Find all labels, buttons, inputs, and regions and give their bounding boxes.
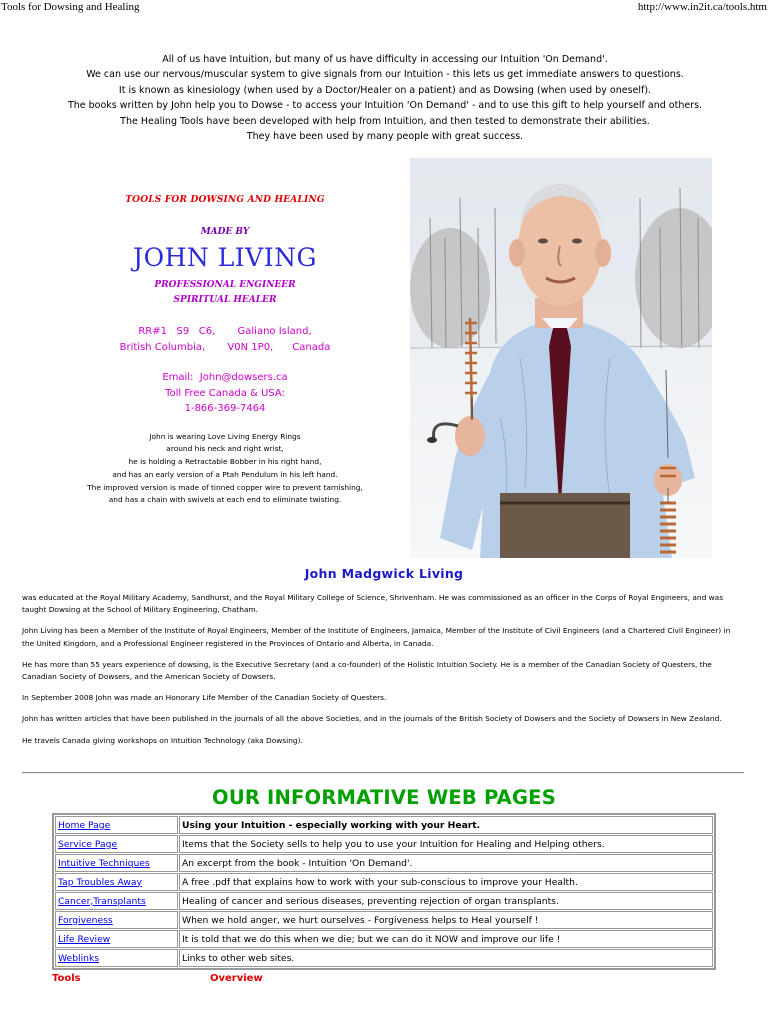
intro-line: All of us have Intuition, but many of us have difficulty in accessing our Intuition 'On Demand'. — [162, 54, 608, 65]
author-photo-illustration — [410, 158, 712, 558]
author-name: JOHN LIVING — [133, 243, 317, 272]
page-description: Using your Intuition - especially working with your Heart. — [179, 816, 713, 834]
bio-paragraph: John Living has been a Member of the Institute of Royal Engineers, Member of the Institute of Engineers, Jamaica, Member of the Institute of Civil Engineers (and a Chartered Civil Engineer) in the United Kingdom, and a Professional Engineer registered in the Provinces of Ontario and Alberta, in Canada. — [22, 626, 731, 648]
page-link[interactable]: Home Page — [58, 819, 111, 831]
section-divider — [22, 772, 744, 774]
table-row — [55, 816, 713, 834]
table-row — [55, 854, 713, 872]
page-description: When we hold anger, we hurt ourselves - Forgiveness helps to Heal yourself ! — [179, 911, 713, 929]
caption-line: he is holding a Retractable Bobber in his right hand, — [128, 457, 322, 467]
page-description: A free .pdf that explains how to work with your sub-conscious to improve your Health. — [179, 873, 713, 891]
intro-line: We can use our nervous/muscular system to give signals from our Intuition - this lets us get immediate answers to questions. — [86, 69, 684, 81]
role-healer: SPIRITUAL HEALER — [173, 295, 277, 305]
role-engineer: PROFESSIONAL ENGINEER — [154, 280, 296, 290]
caption-line: The improved version is made of tinned copper wire to prevent tarnishing, — [87, 482, 363, 492]
page-link[interactable]: Weblinks — [58, 952, 100, 964]
table-row — [55, 930, 713, 948]
address — [60, 324, 390, 355]
page-link[interactable]: Service Page — [58, 838, 118, 850]
intro-line: It is known as kinesiology (when used by a Doctor/Healer on a patient) and as Dowsing (when used by oneself). — [118, 84, 652, 96]
page-link[interactable]: Forgiveness — [58, 914, 113, 926]
table-row — [55, 911, 713, 929]
page-description: Links to other web sites. — [179, 949, 713, 967]
page-description: An excerpt from the book - Intuition 'On Demand'. — [179, 854, 713, 872]
print-header — [0, 0, 768, 14]
page-link[interactable]: Tap Troubles Away — [58, 876, 142, 888]
email-link[interactable]: Email: John@dowsers.ca — [162, 372, 288, 383]
address-line: British Columbia, V0N 1P0, Canada — [119, 341, 331, 353]
bio-paragraph: was educated at the Royal Military Academy, Sandhurst, and the Royal Military College of Science, Shrivenham. He was commissioned as an officer in the Corps of Royal Engineers, and was taught Dowsing at the School of Military Engineering, Chatham. — [22, 593, 724, 615]
made-by-label: MADE BY — [200, 227, 250, 237]
bio-text — [22, 592, 734, 756]
page-description: Items that the Society sells to help you to use your Intuition for Healing and Helping others. — [179, 835, 713, 853]
bio-paragraph: He has more than 55 years experience of dowsing, is the Executive Secretary (and a co-founder) of the Holistic Intuition Society. He is a member of the Canadian Society of Questers, the Canadian Society of Dowsers, and the American Society of Dowsers. — [22, 659, 712, 682]
intro-text — [45, 52, 725, 144]
caption-line: and has an early version of a Ptah Pendulum in his left hand. — [112, 469, 338, 479]
page-title: Tools for Dowsing and Healing — [1, 1, 140, 13]
bio-paragraph: He travels Canada giving workshops on Intuition Technology (aka Dowsing). — [22, 735, 303, 745]
table-cell-link — [55, 854, 178, 872]
table-cell-link — [55, 835, 178, 853]
intro-line: They have been used by many people with great success. — [246, 131, 524, 143]
page-link[interactable]: Intuitive Techniques — [58, 857, 150, 869]
overview-link[interactable]: Overview — [210, 973, 263, 984]
table-cell-link — [55, 892, 178, 910]
page-description: It is told that we do this when we die; but we can do it NOW and improve our life ! — [179, 930, 713, 948]
table-row — [55, 835, 713, 853]
table-row — [55, 949, 713, 967]
profile-block — [60, 195, 390, 507]
caption-line: around his neck and right wrist, — [166, 444, 284, 454]
toll-free-label: Toll Free Canada & USA: — [165, 387, 285, 399]
author-photo — [410, 158, 712, 558]
web-pages-table — [52, 813, 716, 970]
web-pages-title: OUR INFORMATIVE WEB PAGES — [212, 786, 556, 809]
intro-line: The books written by John help you to Dowse - to access your Intuition 'On Demand' - and to use this gift to help yourself and others. — [67, 100, 703, 112]
page-link[interactable]: Life Review — [58, 933, 111, 945]
table-cell-link — [55, 911, 178, 929]
phone-number: 1-866-369-7464 — [184, 403, 266, 414]
address-line: RR#1 S9 C6, Galiano Island, — [138, 326, 312, 337]
table-cell-link — [55, 949, 178, 967]
table-cell-link — [55, 816, 178, 834]
photo-caption — [60, 431, 390, 508]
bio-paragraph: In September 2008 John was made an Honorary Life Member of the Canadian Society of Questers. — [22, 693, 387, 703]
table-row — [55, 873, 713, 891]
table-cell-link — [55, 873, 178, 891]
contact-info — [60, 370, 390, 417]
caption-line: and has a chain with swivels at each end to eliminate twisting. — [108, 495, 342, 505]
bio-paragraph: John has written articles that have been published in the journals of all the above Societies, and in the journals of the British Society of Dowsers and the Society of Dowsers in New Zealand. — [22, 714, 722, 724]
table-cell-link — [55, 930, 178, 948]
tools-heading: TOOLS FOR DOWSING AND HEALING — [125, 195, 325, 205]
page-description: Healing of cancer and serious diseases, preventing rejection of organ transplants. — [179, 892, 713, 910]
page-url: http://www.in2it.ca/tools.htm — [637, 1, 767, 13]
intro-line: The Healing Tools have been developed with help from Intuition, and then tested to demonstrate their abilities. — [120, 115, 650, 127]
table-row — [55, 892, 713, 910]
footer-nav — [52, 973, 352, 989]
bio-title: John Madgwick Living — [304, 566, 464, 581]
tools-link[interactable]: Tools — [52, 973, 81, 984]
caption-line: John is wearing Love Living Energy Rings — [149, 431, 301, 441]
page-link[interactable]: Cancer,Transplants — [58, 895, 146, 907]
